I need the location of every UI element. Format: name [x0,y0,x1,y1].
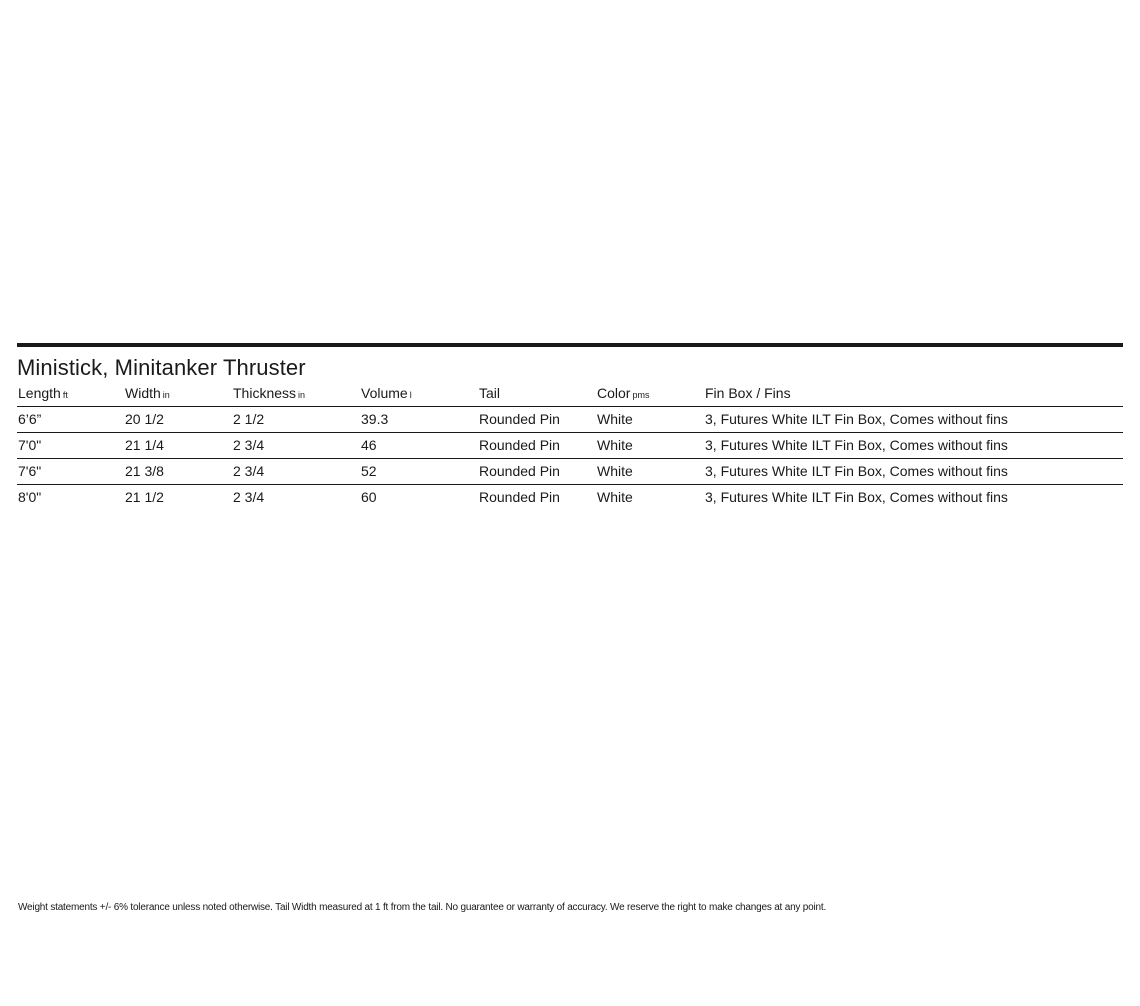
spec-table-section [17,343,1123,510]
top-rule [17,343,1123,347]
cell-color: White [596,407,704,433]
cell-width: 21 3/8 [124,459,232,485]
col-header-thickness: Thickness in [232,385,360,407]
cell-fin-box: 3, Futures White ILT Fin Box, Comes without fins [705,489,1008,505]
cell-width: 21 1/2 [125,489,164,505]
spec-table [17,385,1123,510]
header-row [17,385,1123,407]
disclaimer-footnote: Weight statements +/- 6% tolerance unless noted otherwise. Tail Width measured at 1 ft from the tail. No guarantee or warranty of accuracy. We reserve the right to make changes at any point. [18,902,827,913]
product-title: Ministick, Minitanker Thruster [17,355,306,380]
cell-color: White [596,433,704,459]
cell-tail: Rounded Pin [478,433,596,459]
table-row [17,485,1123,511]
cell-volume: 60 [361,489,377,505]
table-row [17,433,1123,459]
col-header-width: Width in [124,385,232,407]
cell-fin-box: 3, Futures White ILT Fin Box, Comes without fins [704,407,1123,433]
cell-tail: Rounded Pin [478,407,596,433]
cell-volume: 39.3 [360,407,478,433]
cell-thickness: 2 3/4 [233,489,265,505]
cell-thickness: 2 3/4 [232,459,360,485]
cell-fin-box: 3, Futures White ILT Fin Box, Comes without fins [704,459,1123,485]
cell-color: White [597,489,633,505]
cell-fin-box: 3, Futures White ILT Fin Box, Comes without fins [704,433,1123,459]
cell-thickness: 2 1/2 [232,407,360,433]
cell-tail: Rounded Pin [479,489,560,505]
cell-tail: Rounded Pin [478,459,596,485]
table-row [17,459,1123,485]
col-header-tail: Tail [478,385,596,407]
cell-length: 7'6" [17,459,124,485]
cell-length: 6’6” [17,407,124,433]
table-row [17,407,1123,433]
cell-length: 8'0" [18,489,42,505]
cell-length: 7'0" [17,433,124,459]
cell-width: 21 1/4 [124,433,232,459]
col-header-length: Length ft [17,385,124,407]
cell-width: 20 1/2 [124,407,232,433]
col-header-color: Color pms [596,385,704,407]
col-header-volume: Volume l [360,385,478,407]
cell-thickness: 2 3/4 [232,433,360,459]
cell-color: White [596,459,704,485]
cell-volume: 52 [360,459,478,485]
cell-volume: 46 [360,433,478,459]
col-header-fin-box: Fin Box / Fins [704,385,1123,407]
